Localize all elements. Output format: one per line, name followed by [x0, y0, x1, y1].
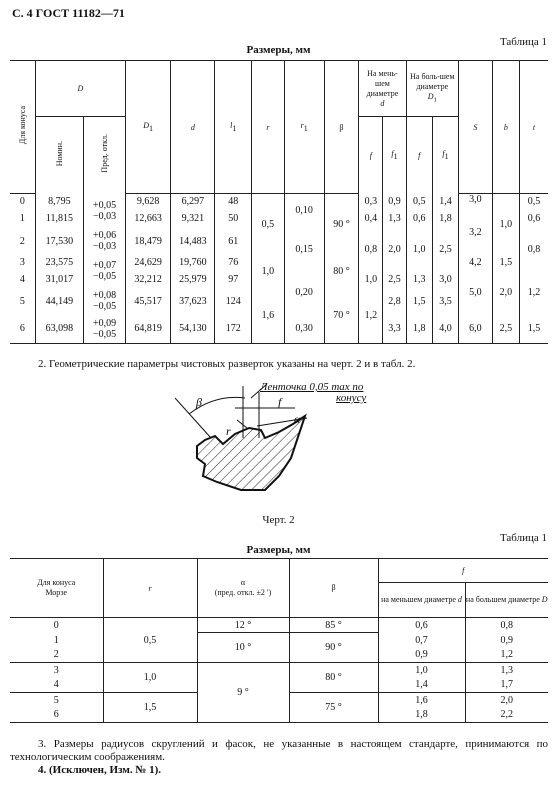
- cell-D1: 12,663: [126, 210, 171, 228]
- table-row: [10, 663, 548, 678]
- col-head-tolerance: Пред. откл.: [84, 117, 126, 194]
- cell-f-small: 1,0: [359, 271, 383, 288]
- cell-f-small: 0,3: [359, 194, 383, 210]
- cell-nominal: 63,098: [35, 315, 83, 344]
- cell-alpha: 10 °: [197, 633, 289, 663]
- table-row: [10, 618, 548, 633]
- cell-f-large: 1,5: [406, 288, 432, 315]
- cell-D1: 9,628: [126, 194, 171, 210]
- table1-label: Таблица 1: [499, 36, 547, 48]
- cell-r: 1,6: [252, 288, 285, 344]
- cell-t: 1,2: [520, 271, 548, 315]
- cell-f-small: 0,8: [359, 228, 383, 271]
- cell-f-small: 0,7: [378, 633, 465, 648]
- cell-d: 6,297: [171, 194, 215, 210]
- cell-f1-large: 4,0: [432, 315, 458, 344]
- cell-beta: 75 °: [289, 693, 378, 723]
- cell-f-small: 0,9: [378, 648, 465, 663]
- col-head-b: b: [492, 61, 519, 194]
- col-head-cone: Для конуса Морзе: [10, 559, 103, 618]
- cell-beta: 85 °: [289, 618, 378, 633]
- cell-beta: 80 °: [324, 255, 359, 288]
- cell-f1-large: 1,4: [432, 194, 458, 210]
- cell-beta: 70 °: [324, 288, 359, 344]
- cell-S: 3,0: [459, 194, 493, 210]
- cell-f-small: 0,4: [359, 210, 383, 228]
- cell-cone: 1: [19, 213, 25, 224]
- col-head-r: r: [252, 61, 285, 194]
- table2-caption: Размеры, мм: [246, 544, 311, 556]
- cell-f-large: 0,9: [465, 633, 548, 648]
- cell-b: 2,0: [492, 271, 519, 315]
- cell-D1: 24,629: [126, 255, 171, 271]
- cell-alpha: 12 °: [197, 618, 289, 633]
- cell-f-small: 1,0: [378, 663, 465, 678]
- cell-r: 0,5: [103, 618, 197, 663]
- cell-f1-large: 2,5: [432, 228, 458, 271]
- cell-l1: 48: [215, 194, 252, 210]
- cell-d: 9,321: [171, 210, 215, 228]
- cell-S: 4,2: [459, 255, 493, 271]
- cell-D1: 18,479: [126, 228, 171, 255]
- col-head-cone: Для конуса: [10, 61, 35, 194]
- cell-S: 3,2: [459, 210, 493, 255]
- cell-S: 6,0: [459, 315, 493, 344]
- col-head-d: d: [171, 61, 215, 194]
- cell-f-large: 0,6: [406, 210, 432, 228]
- cell-f-large: 1,7: [465, 678, 548, 693]
- cell-b: 2,5: [492, 315, 519, 344]
- cell-tolerance: +0,06 −0,03: [84, 228, 126, 255]
- col-head-f: f: [378, 559, 548, 583]
- cell-r: 1,5: [103, 693, 197, 723]
- cell-cone: 3: [10, 663, 103, 678]
- cell-nominal: 8,795: [35, 194, 83, 210]
- cell-nominal: 31,017: [35, 271, 83, 288]
- cell-d: 25,979: [171, 271, 215, 288]
- cell-r1: 0,20: [284, 271, 324, 315]
- cell-tolerance: +0,08 −0,05: [84, 288, 126, 315]
- cell-cone: 6: [19, 323, 25, 335]
- cell-f-small: 1,2: [359, 288, 383, 344]
- cell-f-large: 0,5: [406, 194, 432, 210]
- cell-cone: 6: [53, 709, 59, 721]
- cell-beta: 90 °: [289, 633, 378, 663]
- col-head-larger: на большем диаметре D: [465, 583, 548, 618]
- cell-t: 0,5: [520, 194, 548, 210]
- table-row: [10, 194, 548, 210]
- col-head-f-small: f: [359, 117, 383, 194]
- cell-nominal: 11,815: [35, 210, 83, 228]
- col-head-beta: β: [289, 559, 378, 618]
- cell-l1: 76: [215, 255, 252, 271]
- note-3: 3. Размеры радиусов скруглений и фасок, не указанные в настоящем стандарте, принимаются по технологическим соображениям.: [10, 738, 548, 763]
- col-head-beta: β: [324, 61, 359, 194]
- cell-l1: 97: [215, 271, 252, 288]
- cell-f1-large: 1,8: [432, 210, 458, 228]
- cell-cone: 4: [53, 679, 59, 691]
- cell-r1: 0,30: [284, 315, 324, 344]
- r-leader-line: [237, 420, 247, 428]
- cell-f-small: 1,8: [378, 708, 465, 723]
- cell-tolerance: +0,05 −0,03: [84, 194, 126, 228]
- cell-t: 0,6: [520, 210, 548, 228]
- cell-cone: 1: [53, 634, 59, 646]
- col-head-S: S: [459, 61, 493, 194]
- cell-f-large: 0,8: [465, 618, 548, 633]
- cell-b: 1,5: [492, 255, 519, 271]
- cell-D1: 32,212: [126, 271, 171, 288]
- col-head-r: r: [103, 559, 197, 618]
- tooth-section: [197, 416, 305, 490]
- col-head-nominal: Номин.: [35, 117, 83, 194]
- col-head-alpha: α (пред. откл. ±2 ′): [197, 559, 289, 618]
- col-head-larger: На боль-шем диаметре $D_1$: [406, 61, 459, 117]
- note-2: 2. Геометрические параметры чистовых разверток указаны на черт. 2 и в табл. 2.: [38, 358, 416, 370]
- cell-cone: 5: [10, 693, 103, 708]
- cell-l1: 172: [215, 315, 252, 344]
- cell-r1: 0,15: [284, 228, 324, 271]
- cell-t: 1,5: [520, 315, 548, 344]
- cell-t: 0,8: [520, 228, 548, 271]
- cell-D1: 45,517: [126, 288, 171, 315]
- cell-f1-small: 2,8: [383, 288, 406, 315]
- cell-beta: 90 °: [324, 194, 359, 255]
- cell-f1-small: 2,5: [383, 271, 406, 288]
- cell-f-small: 1,6: [378, 693, 465, 708]
- cell-cone: 5: [19, 295, 25, 307]
- cell-f-large: 2,0: [465, 693, 548, 708]
- cell-r: 1,0: [103, 663, 197, 693]
- cell-f-small: 0,6: [378, 618, 465, 633]
- cell-f1-small: 2,0: [383, 228, 406, 271]
- table-row: [10, 633, 548, 648]
- cell-f-large: 2,2: [465, 708, 548, 723]
- note-4: 4. (Исключен, Изм. № 1).: [38, 764, 162, 776]
- col-head-smaller: На мень-шем диаметре d: [359, 61, 406, 117]
- drawing-r: r: [226, 424, 231, 438]
- col-head-t: t: [520, 61, 548, 194]
- page-header: С. 4 ГОСТ 11182—71: [12, 6, 125, 20]
- cell-f-large: 1,8: [406, 315, 432, 344]
- col-head-l1: $l_1$: [215, 61, 252, 194]
- cell-tolerance: +0,07 −0,05: [84, 255, 126, 288]
- cell-S: 5,0: [459, 271, 493, 315]
- cell-r1: 0,10: [284, 194, 324, 228]
- cell-f1-small: 3,3: [383, 315, 406, 344]
- cell-cone: 2: [53, 649, 59, 661]
- cell-f-large: 1,2: [465, 648, 548, 663]
- col-head-f1-large: $f_1$: [432, 117, 458, 194]
- cell-f-large: 1,0: [406, 228, 432, 271]
- col-head-smaller: на меньшем диаметре d: [378, 583, 465, 618]
- col-head-D: D: [35, 61, 125, 117]
- col-head-D1: $D_1$: [126, 61, 171, 194]
- cell-beta: 80 °: [289, 663, 378, 693]
- cell-r: 1,0: [252, 255, 285, 288]
- col-head-f1-small: $f_1$: [383, 117, 406, 194]
- cell-cone: 4: [19, 273, 25, 285]
- cell-f-large: 1,3: [406, 271, 432, 288]
- cell-l1: 61: [215, 228, 252, 255]
- cell-d: 37,623: [171, 288, 215, 315]
- cell-cone: 0: [19, 196, 25, 208]
- cell-f1-small: 0,9: [383, 194, 406, 210]
- table2: [10, 558, 548, 723]
- cell-D1: 64,819: [126, 315, 171, 344]
- cell-cone: 3: [19, 257, 25, 268]
- drawing-caption: Черт. 2: [262, 514, 295, 526]
- col-head-r1: $r_1$: [284, 61, 324, 194]
- cell-cone: 2: [19, 235, 25, 247]
- table2-label: Таблица 1: [499, 532, 547, 544]
- drawing-alpha: α: [294, 412, 301, 426]
- drawing-beta: β: [196, 395, 202, 409]
- cell-l1: 50: [215, 210, 252, 228]
- cell-d: 19,760: [171, 255, 215, 271]
- cell-nominal: 23,575: [35, 255, 83, 271]
- cell-nominal: 44,149: [35, 288, 83, 315]
- drawing-f: f: [278, 395, 282, 409]
- cell-l1: 124: [215, 288, 252, 315]
- cell-d: 54,130: [171, 315, 215, 344]
- cell-nominal: 17,530: [35, 228, 83, 255]
- cell-d: 14,483: [171, 228, 215, 255]
- cell-cone: 0: [53, 619, 59, 631]
- cell-f-small: 1,4: [378, 678, 465, 693]
- cell-tolerance: +0,09 −0,05: [84, 315, 126, 344]
- cell-f-large: 1,3: [465, 663, 548, 678]
- table1: [10, 60, 548, 344]
- cell-b: 1,0: [492, 194, 519, 255]
- table-row: [10, 255, 548, 271]
- table1-caption: Размеры, мм: [246, 44, 311, 56]
- drawing-label: Ленточка 0,05 max по конусу: [260, 381, 367, 404]
- col-head-f-large: f: [406, 117, 432, 194]
- cell-f1-large: 3,5: [432, 288, 458, 315]
- cell-f1-small: 1,3: [383, 210, 406, 228]
- cell-alpha: 9 °: [197, 663, 289, 723]
- cell-f1-large: 3,0: [432, 271, 458, 288]
- cell-r: 0,5: [252, 194, 285, 255]
